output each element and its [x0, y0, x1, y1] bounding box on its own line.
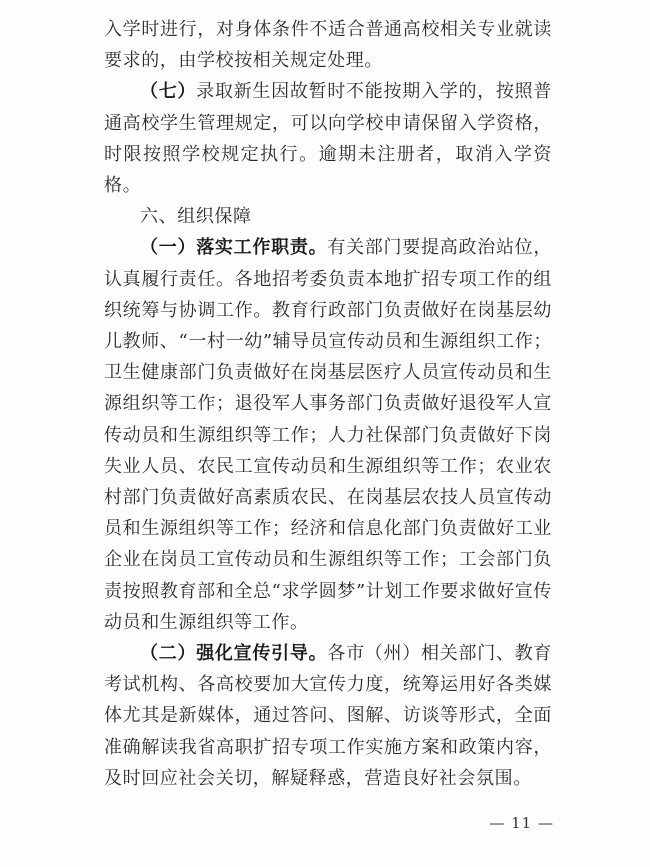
paragraph-item-1	[104, 232, 552, 638]
item-label: （一）落实工作职责。	[140, 237, 328, 259]
paragraph-text: 各市（州）相关部门、教育考试机构、各高校要加大宣传力度，统筹运用好各类媒体尤其是新媒体，通过答问、图解、访谈等形式，全面准确解读我省高职扩招专项工作实施方案和政策内容，及时回应社会关切，解疑释惑，营造良好社会氛围。	[104, 643, 553, 789]
section-heading	[104, 201, 552, 232]
page-number: — 11 —	[489, 814, 554, 832]
paragraph-text: 录取新生因故暂时不能按期入学的，按照普通高校学生管理规定，可以向学校申请保留入学资格，时限按照学校规定执行。逾期未注册者，取消入学资格。	[104, 81, 552, 197]
paragraph-text: 有关部门要提高政治站位，认真履行责任。各地招考委负责本地扩招专项工作的组织统筹与协调工作。教育行政部门负责做好在岗基层幼儿教师、“一村一幼”辅导员宣传动员和生源组织工作；卫生健康部门负责做好在岗基层医疗人员宣传动员和生源组织等工作；退役军人事务部门负责做好退役军人宣传动员和生源组织等工作；人力社保部门负责做好下岗失业人员、农民工宣传动员和生源组织等工作；农业农村部门负责做好高素质农民、在岗基层农技人员宣传动员和生源组织等工作；经济和信息化部门负责做好工业企业在岗员工宣传动员和生源组织等工作；工会部门负责按照教育部和全总“求学圆梦”计划工作要求做好宣传动员和生源组织等工作。	[104, 237, 553, 633]
document-body	[104, 14, 552, 794]
paragraph-item-7	[104, 76, 552, 201]
item-label: （二）强化宣传引导。	[140, 643, 328, 665]
paragraph-item-2	[104, 638, 552, 794]
item-label: （七）	[140, 81, 197, 103]
paragraph-text: 入学时进行，对身体条件不适合普通高校相关专业就读要求的，由学校按相关规定处理。	[104, 19, 552, 72]
paragraph-continuation	[104, 14, 552, 76]
section-heading-text: 六、组织保障	[140, 206, 252, 228]
